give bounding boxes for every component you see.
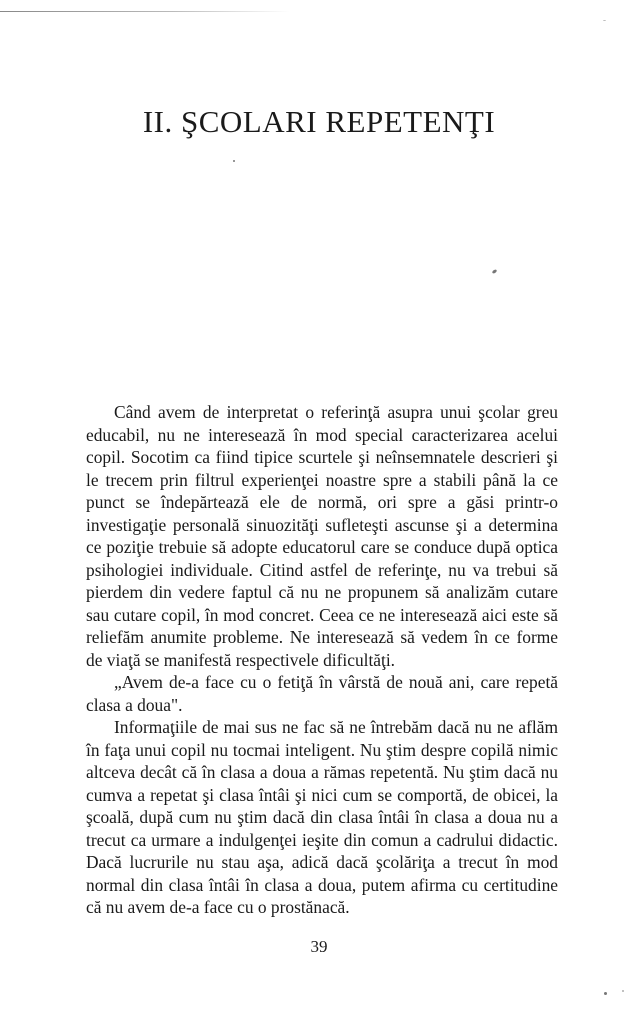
- paragraph: Când avem de interpretat o referinţă asupra unui şcolar greu educabil, nu ne interesează în mod special caracterizarea acelui copil. Socotim ca fiind tipice scurtele şi neînsemnatele descrieri şi le trecem prin filtrul experienţei noastre spre a stabili până la ce punct se îndepărtează ele de normă, ori spre a găsi printr-o investigaţie personală sinuozităţi sufleteşti ascunse şi a determina ce poziţie trebuie să adopte educatorul care se conduce după optica psihologiei individuale. Citind astfel de referinţe, nu va trebui să pierdem din vedere faptul că nu ne propunem să analizăm cutare sau cutare copil, în mod concret. Ceea ce ne interesează aici este să reliefăm anumite probleme. Ne interesează să vedem în ce forme de viaţă se manifestă respectivele dificultăţi.: [86, 402, 558, 670]
- body-text: [86, 401, 558, 919]
- paragraph: „Avem de-a face cu o fetiţă în vârstă de nouă ani, care repetă clasa a doua".: [86, 672, 558, 715]
- scan-edge-line: [0, 11, 290, 12]
- page-number: 39: [310, 937, 328, 956]
- scan-speck: [492, 269, 498, 274]
- scan-speck: [603, 20, 606, 21]
- scan-speck: [604, 992, 607, 995]
- chapter-title: II. ŞCOLARI REPETENŢI: [142, 104, 496, 139]
- paragraph: Informaţiile de mai sus ne fac să ne întrebăm dacă nu ne aflăm în faţa unui copil nu tocmai inteligent. Nu ştim despre copilă nimic altceva decât că în clasa a doua a rămas repetentă. Nu ştim dacă nu cumva a repetat şi clasa întâi şi nici cum se comportă, de obicei, la şcoală, după cum nu ştim dacă din clasa întâi în clasa a doua nu a trecut ca urmare a indulgenţei ieşite din comun a cadrului didactic. Dacă lucrurile nu stau aşa, adică dacă şcolăriţa a trecut în mod normal din clasa întâi în clasa a doua, putem afirma cu certitudine că nu avem de-a face cu o prostănacă.: [86, 717, 558, 917]
- scan-speck: [233, 160, 235, 162]
- scan-speck: [622, 990, 624, 992]
